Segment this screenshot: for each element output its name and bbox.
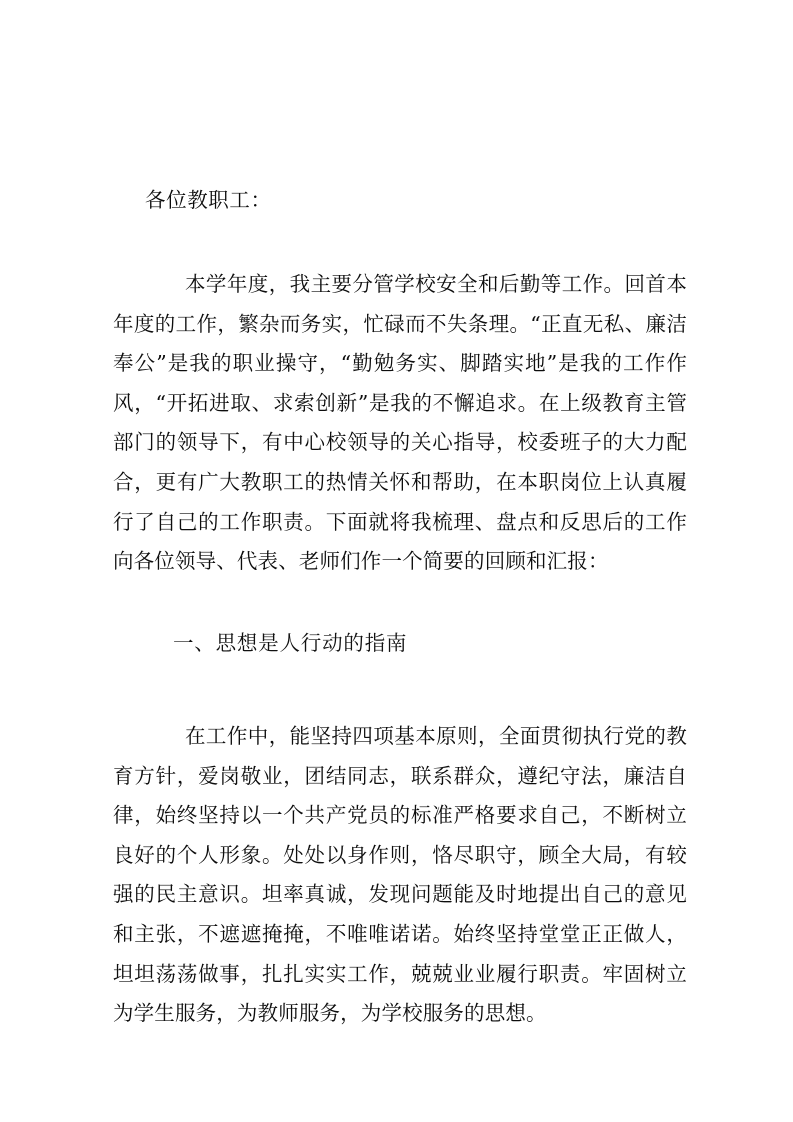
intro-paragraph: 本学年度，我主要分管学校安全和后勤等工作。回首本年度的工作，繁杂而务实，忙碌而不失条理。“正直无私、廉洁奉公”是我的职业操守，“勤勉务实、脚踏实地”是我的工作作风，“开拓进取、求索创新”是我的不懈追求。在上级教育主管部门的领导下，有中心校领导的关心指导，校委班子的大力配合，更有广大教职工的热情关怀和帮助，在本职岗位上认真履行了自己的工作职责。下面就将我梳理、盘点和反思后的工作向各位领导、代表、老师们作一个简要的回顾和汇报：: [113, 272, 687, 574]
salutation-line: 各位教职工：: [145, 188, 272, 212]
section-heading-one: 一、思想是人行动的指南: [173, 631, 408, 655]
section-one-paragraph: 在工作中，能坚持四项基本原则，全面贯彻执行党的教育方针，爱岗敬业，团结同志，联系群众，遵纪守法，廉洁自律，始终坚持以一个共产党员的标准严格要求自己，不断树立良好的个人形象。处处以身作则，恪尽职守，顾全大局，有较强的民主意识。坦率真诚，发现问题能及时地提出自己的意见和主张，不遮遮掩掩，不唯唯诺诺。始终坚持堂堂正正做人，坦坦荡荡做事，扎扎实实工作，兢兢业业履行职责。牢固树立为学生服务，为教师服务，为学校服务的思想。: [113, 724, 687, 1026]
